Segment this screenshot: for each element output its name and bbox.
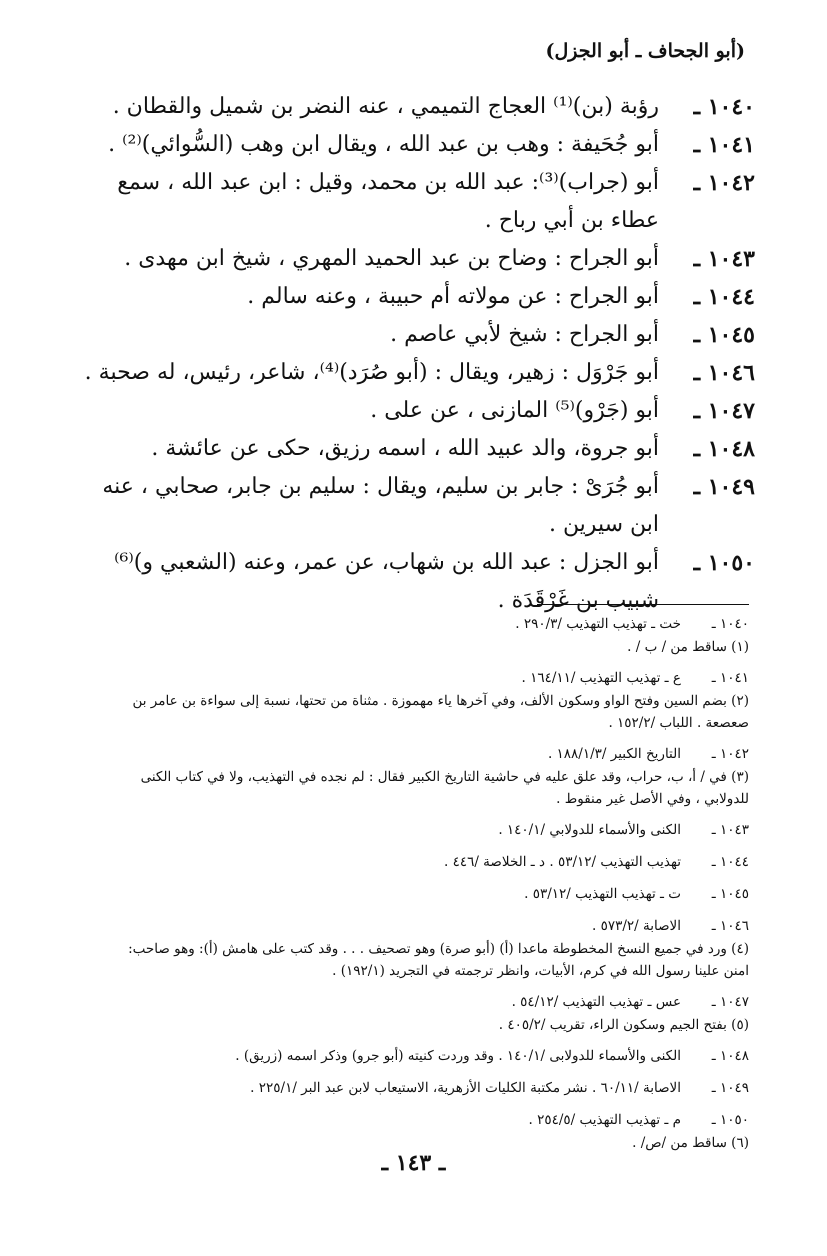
note-number: ١٠٤٦ ـ: [711, 918, 749, 934]
note-group: [109, 666, 749, 734]
note-group: [109, 742, 749, 810]
note-source: م ـ تهذيب التهذيب /٢٥٤/٥ .: [528, 1112, 681, 1128]
entry-text: أبو جُرَىْ : جابر بن سليم، ويقال : سليم بن جابر، صحابي ، عنه ابن سيرين .: [102, 474, 659, 537]
footnote-text: (٦) ساقط من /ص/ .: [632, 1135, 749, 1151]
notes-section: [109, 612, 749, 1162]
note-row: [109, 990, 749, 1014]
note-number: ١٠٤٧ ـ: [711, 994, 749, 1010]
entry-item: [75, 88, 755, 126]
entry-number: ١٠٤٨ ـ: [693, 436, 755, 462]
note-group: [109, 1108, 749, 1154]
entry-item: [75, 354, 755, 392]
running-header: (أبو الجحاف ـ أبو الجزل): [545, 40, 745, 62]
entry-item: [75, 468, 755, 544]
note-row: [109, 914, 749, 938]
note-source: التاريخ الكبير /١٨٨/١/٣ .: [547, 746, 681, 762]
entry-number: ١٠٤٧ ـ: [693, 398, 755, 424]
note-row: [109, 850, 749, 874]
entry-text: أبو (جَرْو)⁽⁵⁾ المازنى ، عن على .: [370, 398, 659, 423]
note-group: [109, 612, 749, 658]
note-row: [109, 742, 749, 766]
note-group: [109, 850, 749, 874]
entry-number: ١٠٤٣ ـ: [693, 246, 755, 272]
entry-item: [75, 240, 755, 278]
footnote-text: (٣) في / أ، ب، حراب، وقد علق عليه في حاشية التاريخ الكبير فقال : لم نجده في التهذيب، ولا في كتاب الكنى للدولابي ، وفي الأصل غير منقوط .: [140, 769, 749, 807]
note-source: الاصابة /٦٠/١١ . نشر مكتبة الكليات الأزهرية، الاستيعاب لابن عبد البر /٢٢٥/١ .: [250, 1080, 681, 1096]
entry-number: ١٠٤٤ ـ: [693, 284, 755, 310]
note-source: تهذيب التهذيب /٥٣/١٢ . د ـ الخلاصة /٤٤٦ .: [443, 854, 681, 870]
entry-item: [75, 430, 755, 468]
entry-item: [75, 316, 755, 354]
note-group: [109, 818, 749, 842]
entry-text: أبو (جراب)⁽³⁾: عبد الله بن محمد، وقيل : ابن عبد الله ، سمع عطاء بن أبي رباح .: [117, 170, 659, 233]
entry-text: أبو الجزل : عبد الله بن شهاب، عن عمر، وعنه (الشعبي و)⁽⁶⁾ شبيب بن غَرْقَدَة .: [114, 550, 659, 613]
footnote-text: (١) ساقط من / ب / .: [627, 639, 749, 655]
note-row: [109, 612, 749, 636]
note-number: ١٠٥٠ ـ: [711, 1112, 749, 1128]
footnote-text: (٥) بفتح الجيم وسكون الراء، تقريب /٤٠٥/٢ .: [498, 1017, 749, 1033]
entry-number: ١٠٤١ ـ: [693, 132, 755, 158]
note-number: ١٠٤٩ ـ: [711, 1080, 749, 1096]
note-source: ع ـ تهذيب التهذيب /١٦٤/١١ .: [521, 670, 681, 686]
note-group: [109, 1076, 749, 1100]
note-row: [109, 818, 749, 842]
note-group: [109, 1044, 749, 1068]
entry-number: ١٠٤٢ ـ: [693, 170, 755, 196]
note-row: [109, 1076, 749, 1100]
entry-item: [75, 278, 755, 316]
note-source: خت ـ تهذيب التهذيب /٢٩٠/٣ .: [515, 616, 681, 632]
entry-text: أبو الجراح : وضاح بن عبد الحميد المهري ، شيخ ابن مهدى .: [124, 246, 659, 271]
entry-number: ١٠٤٥ ـ: [693, 322, 755, 348]
note-source: الكنى والأسماء للدولابي /١٤٠/١ .: [498, 822, 681, 838]
page-number: ـ ١٤٣ ـ: [381, 1150, 446, 1176]
note-number: ١٠٤٨ ـ: [711, 1048, 749, 1064]
note-number: ١٠٤٤ ـ: [711, 854, 749, 870]
entries-list: [75, 88, 755, 620]
note-source: الاصابة /٥٧٣/٢ .: [591, 918, 681, 934]
entry-number: ١٠٤٩ ـ: [693, 474, 755, 500]
entry-text: أبو جروة، والد عبيد الله ، اسمه رزيق، حكى عن عائشة .: [151, 436, 659, 461]
note-number: ١٠٤١ ـ: [711, 670, 749, 686]
note-source: الكنى والأسماء للدولابى /١٤٠/١ . وقد وردت كنيته (أبو جرو) وذكر اسمه (زريق) .: [235, 1048, 681, 1064]
entry-number: ١٠٥٠ ـ: [693, 550, 755, 576]
note-source: عس ـ تهذيب التهذيب /٥٤/١٢ .: [511, 994, 681, 1010]
note-number: ١٠٤٢ ـ: [711, 746, 749, 762]
footnote-text: (٤) ورد في جميع النسخ المخطوطة ماعدا (أ) (أبو صرة) وهو تصحيف . . . وقد كتب على هامش (أ): وهو صاحب: امنن علينا رسول الله في كرم، الأبيات، وانظر ترجمته في التجريد (١٩٢/١) .: [128, 941, 749, 979]
entry-text: أبو الجراح : عن مولاته أم حبيبة ، وعنه سالم .: [247, 284, 659, 309]
note-group: [109, 914, 749, 982]
entry-text: أبو الجراح : شيخ لأبي عاصم .: [390, 322, 659, 347]
entry-number: ١٠٤٦ ـ: [693, 360, 755, 386]
entry-text: أبو جَرْوَل : زهير، ويقال : (أبو صُرَد)⁽⁴⁾، شاعر، رئيس، له صحبة .: [84, 360, 659, 385]
note-row: [109, 882, 749, 906]
note-number: ١٠٤٠ ـ: [711, 616, 749, 632]
entry-item: [75, 392, 755, 430]
entry-item: [75, 164, 755, 240]
note-row: [109, 1108, 749, 1132]
entry-text: أبو جُحَيفة : وهب بن عبد الله ، ويقال ابن وهب (السُّوائي)⁽²⁾ .: [108, 132, 659, 157]
note-group: [109, 990, 749, 1036]
note-group: [109, 882, 749, 906]
note-row: [109, 666, 749, 690]
entry-item: [75, 126, 755, 164]
note-number: ١٠٤٣ ـ: [711, 822, 749, 838]
note-number: ١٠٤٥ ـ: [711, 886, 749, 902]
entry-number: ١٠٤٠ ـ: [693, 94, 755, 120]
note-source: ت ـ تهذيب التهذيب /٥٣/١٢ .: [524, 886, 681, 902]
entry-text: رؤبة (بن)⁽¹⁾ العجاج التميمي ، عنه النضر بن شميل والقطان .: [112, 94, 659, 119]
note-row: [109, 1044, 749, 1068]
footnote-divider: [537, 604, 749, 605]
entry-item: [75, 544, 755, 620]
footnote-text: (٢) بضم السين وفتح الواو وسكون الألف، وفي آخرها ياء مهموزة . مثناة من تحتها، نسبة إلى سواءة بن عامر بن صعصعة . اللباب /١٥٢/٢ .: [132, 693, 749, 731]
